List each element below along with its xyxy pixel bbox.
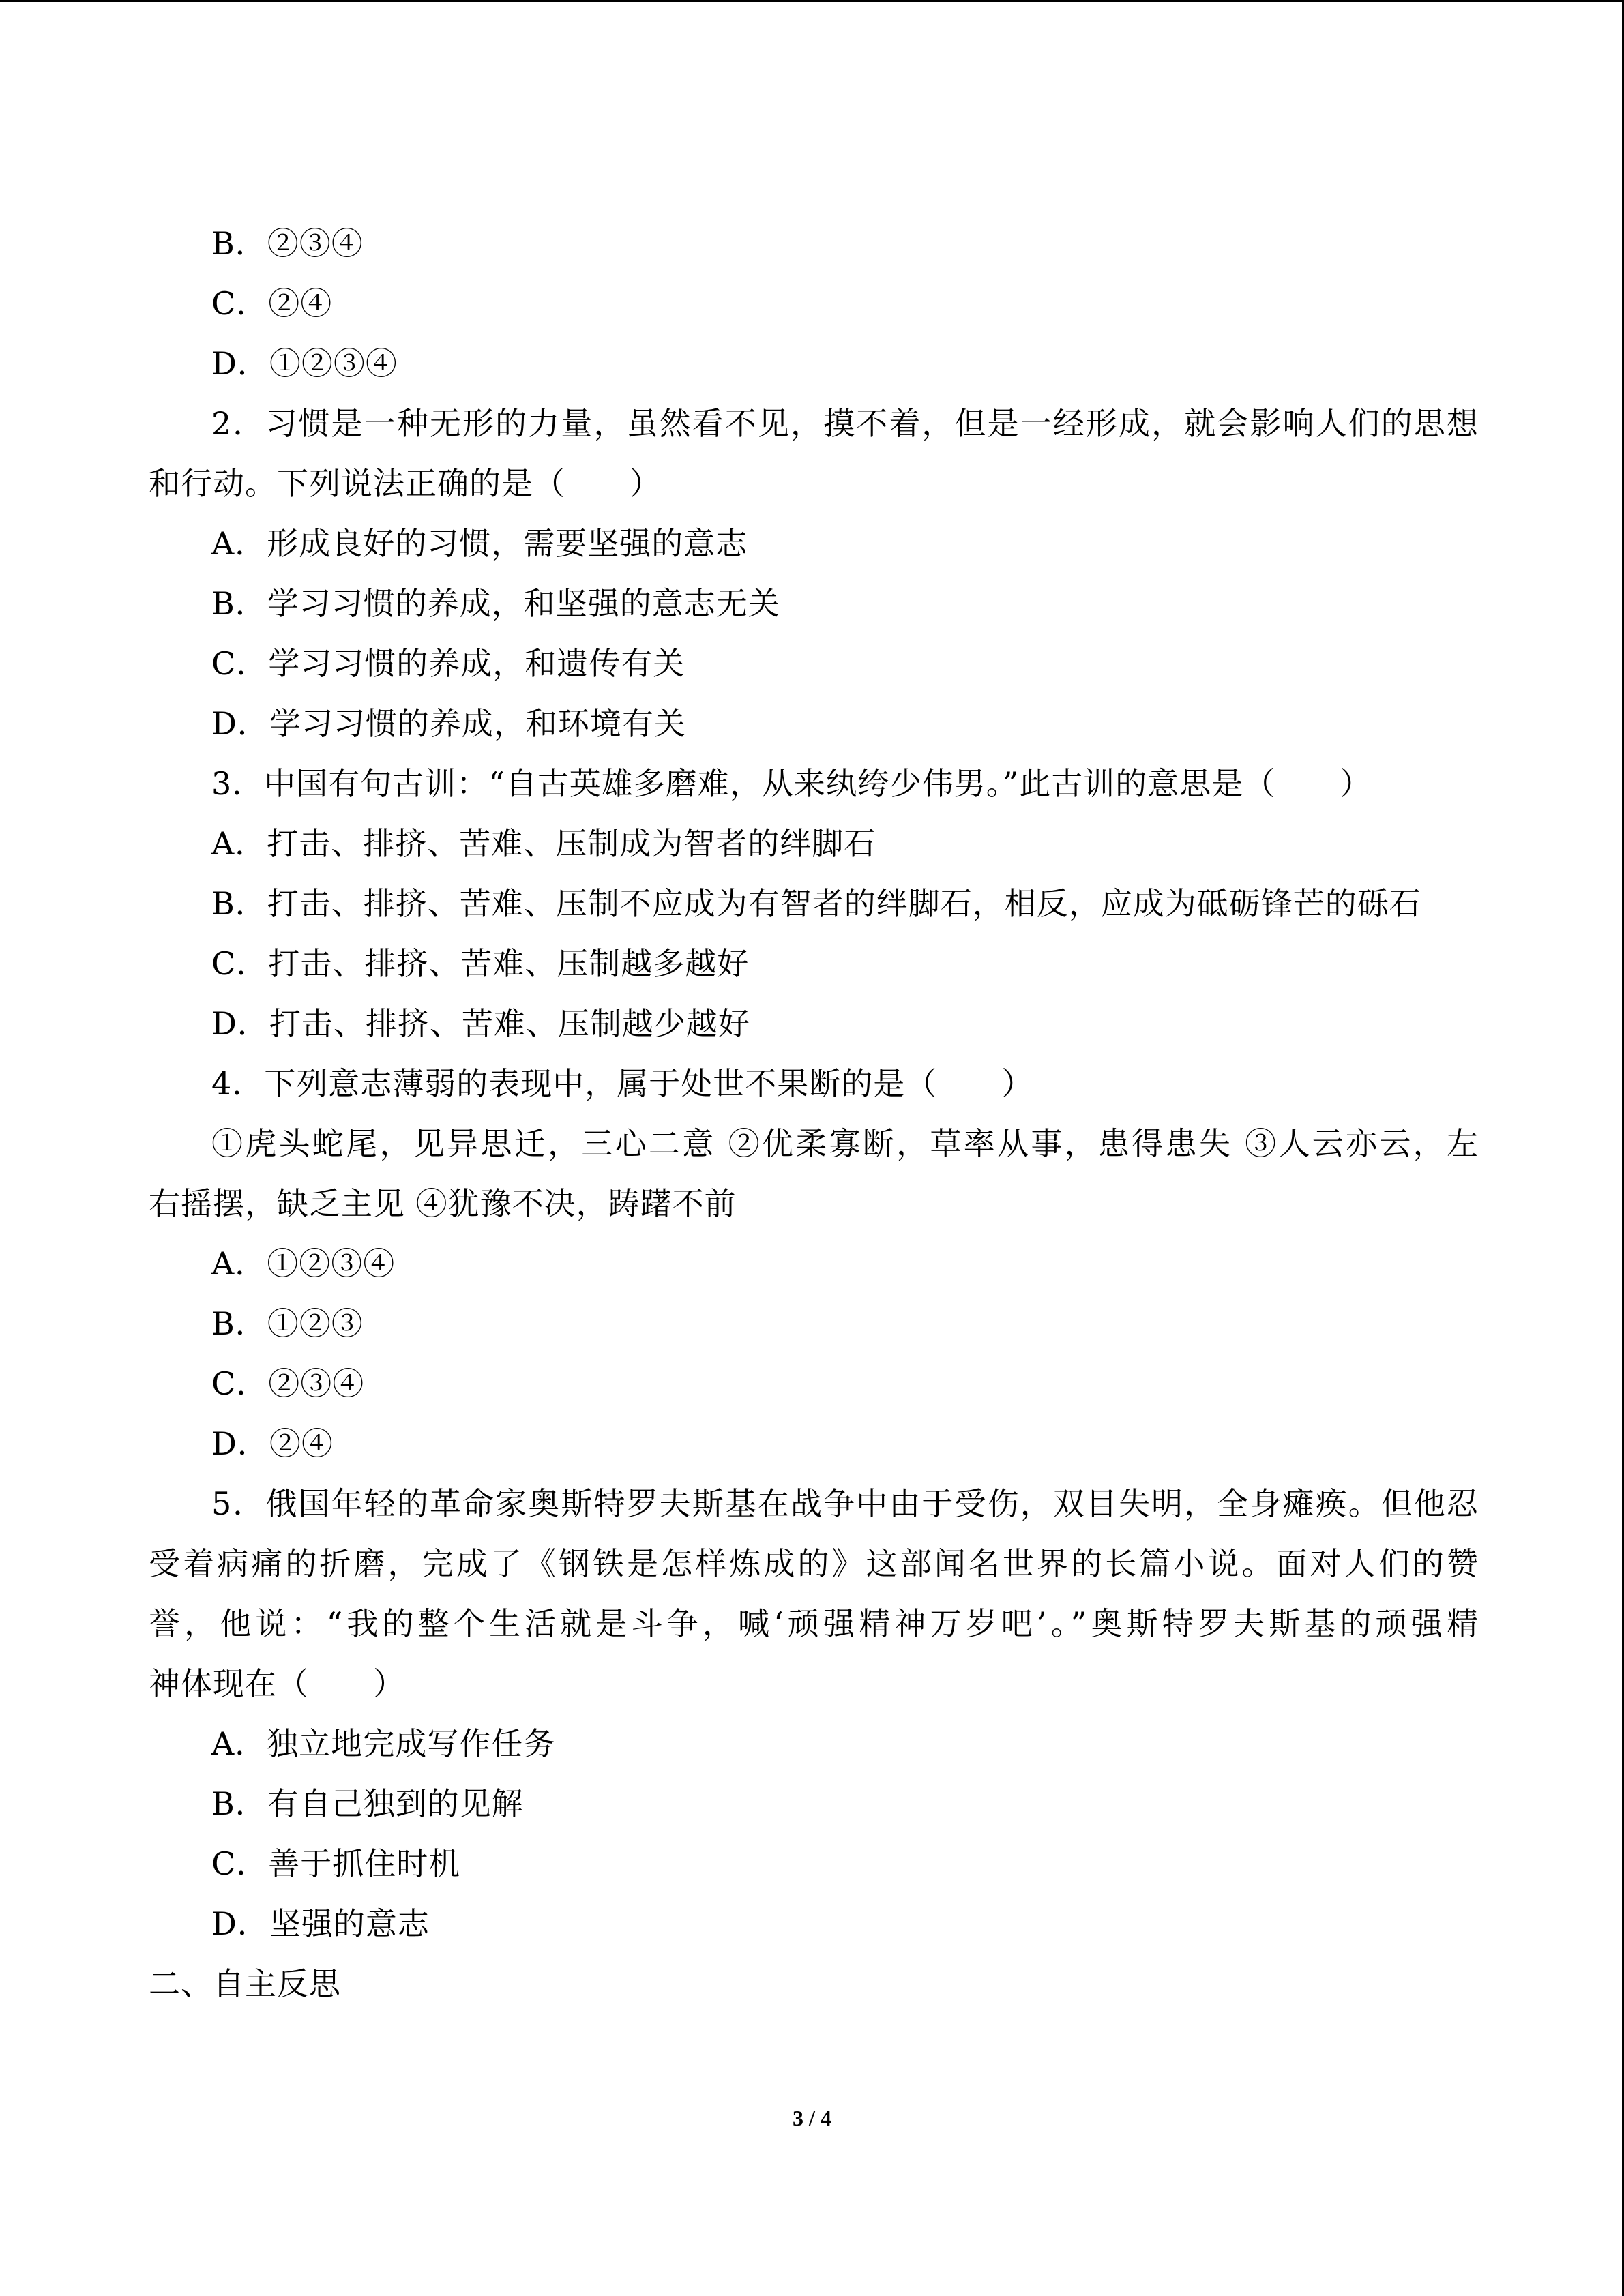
q4-option-d: D．②④ xyxy=(211,1425,334,1462)
q4-option-a: A．①②③④ xyxy=(211,1245,396,1282)
q5-option-a: A．独立地完成写作任务 xyxy=(211,1725,556,1762)
page-content xyxy=(149,213,1479,2014)
q2-option-c: C．学习习惯的养成，和遗传有关 xyxy=(211,645,685,682)
q2-stem-line1: 2．习惯是一种无形的力量，虽然看不见，摸不着，但是一经形成，就会影响人们的思想 xyxy=(211,405,1479,442)
q5-stem-line4: 神体现在（ ） xyxy=(149,1665,405,1702)
q5-option-b: B．有自己独到的见解 xyxy=(211,1785,524,1822)
q5-option-d: D．坚强的意志 xyxy=(211,1905,430,1942)
q5-stem-line1: 5．俄国年轻的革命家奥斯特罗夫斯基在战争中由于受伤，双目失明，全身瘫痪。但他忍 xyxy=(211,1485,1479,1522)
q4-items-line2: 右摇摆，缺乏主见 ④犹豫不决，踌躇不前 xyxy=(149,1185,737,1222)
q2-option-d: D．学习习惯的养成，和环境有关 xyxy=(211,705,686,742)
q4-stem-line1: 4．下列意志薄弱的表现中，属于处世不果断的是（ ） xyxy=(211,1065,1034,1102)
q1-option-b: B．②③④ xyxy=(211,225,364,262)
q5-option-c: C．善于抓住时机 xyxy=(211,1845,461,1882)
q5-stem-line3: 誉，他说：“我的整个生活就是斗争，喊‘顽强精神万岁吧’。”奥斯特罗夫斯基的顽强精 xyxy=(149,1605,1479,1642)
q3-option-b: B．打击、排挤、苦难、压制不应成为有智者的绊脚石，相反，应成为砥砺锋芒的砾石 xyxy=(211,885,1421,922)
q3-option-a: A．打击、排挤、苦难、压制成为智者的绊脚石 xyxy=(211,825,876,862)
q4-items-line1: ①虎头蛇尾，见异思迁，三心二意 ②优柔寡断，草率从事，患得患失 ③人云亦云，左 xyxy=(211,1125,1479,1162)
q4-option-c: C．②③④ xyxy=(211,1365,365,1402)
q5-stem-line2: 受着病痛的折磨，完成了《钢铁是怎样炼成的》这部闻名世界的长篇小说。面对人们的赞 xyxy=(149,1545,1479,1582)
q2-stem-line2: 和行动。下列说法正确的是（ ） xyxy=(149,465,662,502)
q2-option-b: B．学习习惯的养成，和坚强的意志无关 xyxy=(211,585,780,622)
q1-option-d: D．①②③④ xyxy=(211,345,398,382)
q3-option-d: D．打击、排挤、苦难、压制越少越好 xyxy=(211,1005,750,1042)
q3-stem-line1: 3．中国有句古训：“自古英雄多磨难，从来纨绔少伟男。”此古训的意思是（ ） xyxy=(211,765,1372,802)
q1-option-c: C．②④ xyxy=(211,285,333,322)
q2-option-a: A．形成良好的习惯，需要坚强的意志 xyxy=(211,525,748,562)
section-heading-self-reflection: 二、自主反思 xyxy=(149,1965,341,2002)
page-number: 3 / 4 xyxy=(793,2106,831,2130)
q3-option-c: C．打击、排挤、苦难、压制越多越好 xyxy=(211,945,750,982)
q4-option-b: B．①②③ xyxy=(211,1305,364,1342)
